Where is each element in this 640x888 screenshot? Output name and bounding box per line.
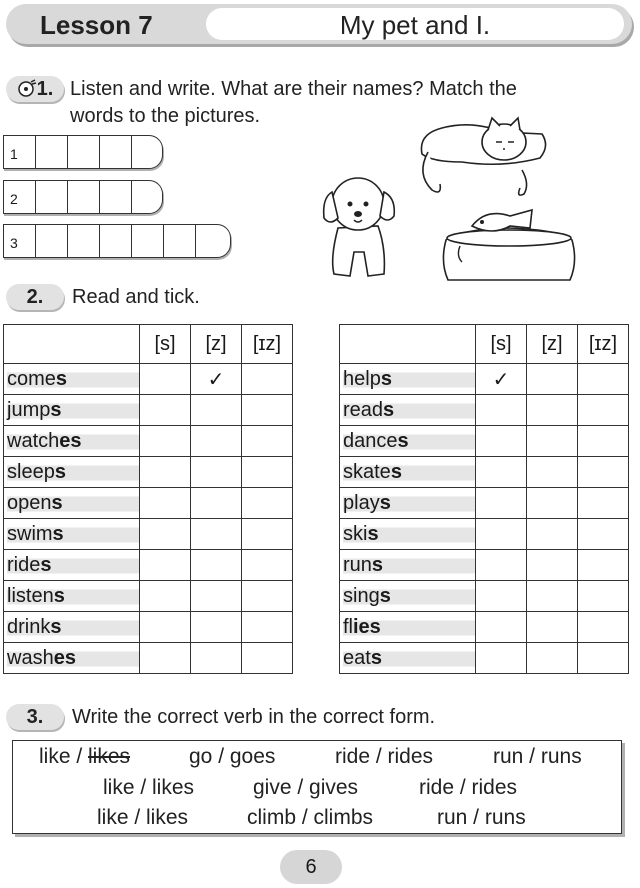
pronunciation-table-left: [3, 324, 293, 674]
tick-mark[interactable]: ✓: [191, 364, 242, 395]
tick-cell[interactable]: [242, 581, 293, 612]
word-ride-rides: ride / rides: [335, 745, 434, 768]
tick-cell[interactable]: [140, 457, 191, 488]
table-row: [4, 643, 293, 674]
verb-cell: [340, 426, 476, 457]
verb-cell: [340, 457, 476, 488]
table-row: [4, 426, 293, 457]
tick-cell[interactable]: [140, 581, 191, 612]
tick-cell[interactable]: [476, 519, 527, 550]
word-like-likes-struck: like / likes: [39, 745, 131, 768]
exercise-1-number: [6, 76, 64, 102]
header-iz: [ɪz]: [242, 325, 293, 364]
tick-cell[interactable]: [476, 488, 527, 519]
tick-cell[interactable]: [578, 612, 629, 643]
verb-word: watches: [7, 430, 139, 453]
tick-cell[interactable]: [578, 488, 629, 519]
tick-cell[interactable]: [191, 612, 242, 643]
table-row: [340, 395, 629, 426]
verb-cell: [4, 364, 140, 395]
tick-cell[interactable]: [527, 519, 578, 550]
verb-cell: [340, 643, 476, 674]
word-like-likes: like / likes: [103, 776, 195, 799]
verb-word: sleeps: [7, 461, 139, 484]
table-row: [340, 426, 629, 457]
verb-cell: [4, 519, 140, 550]
tick-cell[interactable]: [140, 426, 191, 457]
answer-box-1-label: 1: [4, 136, 36, 168]
tick-cell[interactable]: [140, 364, 191, 395]
verb-cell: [4, 395, 140, 426]
table-row: [340, 488, 629, 519]
verb-word: sings: [343, 585, 475, 608]
header-z: [z]: [191, 325, 242, 364]
header-s: [s]: [476, 325, 527, 364]
tick-cell[interactable]: [140, 519, 191, 550]
verb-cell: [340, 364, 476, 395]
header-s: [s]: [140, 325, 191, 364]
tick-cell[interactable]: [476, 457, 527, 488]
verb-word: listens: [7, 585, 139, 608]
table-row: [340, 643, 629, 674]
tick-cell[interactable]: [191, 395, 242, 426]
verb-word: helps: [343, 368, 475, 391]
tick-cell[interactable]: [476, 612, 527, 643]
answer-box-3-label: 3: [4, 225, 36, 257]
table-row: [340, 364, 629, 395]
tick-cell[interactable]: [578, 457, 629, 488]
cat-illustration: [412, 114, 552, 200]
verb-word: comes: [7, 368, 139, 391]
lesson-number: Lesson 7: [40, 10, 153, 40]
tick-cell[interactable]: [191, 488, 242, 519]
verb-cell: [4, 643, 140, 674]
table-row: [340, 457, 629, 488]
word-give-gives: give / gives: [253, 776, 359, 799]
verb-word: reads: [343, 399, 475, 422]
verb-word: rides: [7, 554, 139, 577]
tick-mark[interactable]: ✓: [476, 364, 527, 395]
table-row: [4, 488, 293, 519]
tick-cell[interactable]: [527, 612, 578, 643]
exercise-1-instruction: Listen and write. What are their names? Match the: [70, 78, 517, 100]
tick-cell[interactable]: [578, 426, 629, 457]
tick-cell[interactable]: [476, 395, 527, 426]
tick-cell[interactable]: [578, 364, 629, 395]
audio-disc-icon: [17, 79, 37, 97]
table-row: [4, 519, 293, 550]
tick-cell[interactable]: [242, 612, 293, 643]
table-row: [4, 612, 293, 643]
exercise-1-instruction-cont: words to the pictures.: [70, 105, 261, 127]
tick-cell[interactable]: [578, 581, 629, 612]
verb-cell: [340, 581, 476, 612]
verb-cell: [340, 550, 476, 581]
verb-cell: [4, 550, 140, 581]
table-header-row: [4, 325, 293, 364]
verb-word: opens: [7, 492, 139, 515]
verb-cell: [4, 488, 140, 519]
verb-cell: [4, 426, 140, 457]
lesson-title: My pet and I.: [339, 10, 491, 40]
verb-word: jumps: [7, 399, 139, 422]
table-row: [340, 519, 629, 550]
tick-cell[interactable]: [527, 643, 578, 674]
word-go-goes: go / goes: [189, 745, 276, 768]
tick-cell[interactable]: [527, 550, 578, 581]
tick-cell[interactable]: [578, 395, 629, 426]
verb-word: plays: [343, 492, 475, 515]
tick-cell[interactable]: [578, 519, 629, 550]
tick-cell[interactable]: [578, 643, 629, 674]
word-climb-climbs: climb / climbs: [247, 806, 374, 829]
verb-cell: [4, 457, 140, 488]
table-row: [340, 612, 629, 643]
tick-cell[interactable]: [242, 426, 293, 457]
tick-cell[interactable]: [191, 457, 242, 488]
tick-cell[interactable]: [476, 426, 527, 457]
page-number: 6: [280, 850, 342, 884]
tick-cell[interactable]: [191, 550, 242, 581]
tick-cell[interactable]: [242, 488, 293, 519]
table-row: [340, 581, 629, 612]
tick-cell[interactable]: [140, 395, 191, 426]
verb-cell: [4, 581, 140, 612]
table-row: [4, 364, 293, 395]
tick-cell[interactable]: [242, 395, 293, 426]
answer-box-2-label: 2: [4, 181, 36, 213]
table-row: [340, 550, 629, 581]
header-z: [z]: [527, 325, 578, 364]
tick-cell[interactable]: [242, 550, 293, 581]
tick-cell[interactable]: [191, 643, 242, 674]
verb-word-box: [12, 740, 622, 834]
verb-word: drinks: [7, 616, 139, 639]
verb-word: skates: [343, 461, 475, 484]
tick-cell[interactable]: [527, 488, 578, 519]
answer-box-2[interactable]: [3, 180, 163, 214]
tick-cell[interactable]: [242, 364, 293, 395]
exercise-3-number: 3.: [6, 704, 64, 730]
verb-cell: [340, 395, 476, 426]
tick-cell[interactable]: [140, 612, 191, 643]
verb-word: flies: [343, 616, 475, 639]
tick-cell[interactable]: [527, 395, 578, 426]
word-run-runs: run / runs: [493, 745, 582, 768]
tick-cell[interactable]: [242, 643, 293, 674]
tick-cell[interactable]: [191, 519, 242, 550]
tick-cell[interactable]: [242, 457, 293, 488]
goldfish-bowl-illustration: [436, 206, 580, 282]
tick-cell[interactable]: [476, 550, 527, 581]
exercise-2-instruction: Read and tick.: [72, 286, 200, 308]
tick-cell[interactable]: [242, 519, 293, 550]
tick-cell[interactable]: [140, 488, 191, 519]
verb-cell: [4, 612, 140, 643]
verb-word: dances: [343, 430, 475, 453]
exercise-3-instruction: Write the correct verb in the correct form.: [72, 706, 436, 728]
table-row: [4, 581, 293, 612]
answer-box-3[interactable]: [3, 224, 231, 258]
tick-cell[interactable]: [476, 581, 527, 612]
puppy-illustration: [320, 168, 398, 282]
table-header-row: [340, 325, 629, 364]
tick-cell[interactable]: [578, 550, 629, 581]
tick-cell[interactable]: [527, 364, 578, 395]
table-row: [4, 395, 293, 426]
tick-cell[interactable]: [191, 426, 242, 457]
header-iz: [ɪz]: [578, 325, 629, 364]
tick-cell[interactable]: [527, 457, 578, 488]
word-like-likes-2: like / likes: [97, 806, 189, 829]
tick-cell[interactable]: [191, 581, 242, 612]
tick-cell[interactable]: [140, 643, 191, 674]
verb-word: swims: [7, 523, 139, 546]
tick-cell[interactable]: [527, 581, 578, 612]
verb-cell: [340, 612, 476, 643]
exercise-1-label: 1.: [36, 78, 54, 100]
verb-word: washes: [7, 647, 139, 670]
verb-word: eats: [343, 647, 475, 670]
verb-word: skis: [343, 523, 475, 546]
tick-cell[interactable]: [527, 426, 578, 457]
tick-cell[interactable]: [140, 550, 191, 581]
verb-cell: [340, 488, 476, 519]
word-ride-rides-2: ride / rides: [419, 776, 518, 799]
exercise-2-number: 2.: [6, 284, 64, 310]
table-row: [4, 550, 293, 581]
pronunciation-table-right: [339, 324, 629, 674]
answer-box-1[interactable]: [3, 135, 163, 169]
verb-cell: [340, 519, 476, 550]
word-run-runs-2: run / runs: [437, 806, 526, 829]
table-row: [4, 457, 293, 488]
verb-word: runs: [343, 554, 475, 577]
tick-cell[interactable]: [476, 643, 527, 674]
